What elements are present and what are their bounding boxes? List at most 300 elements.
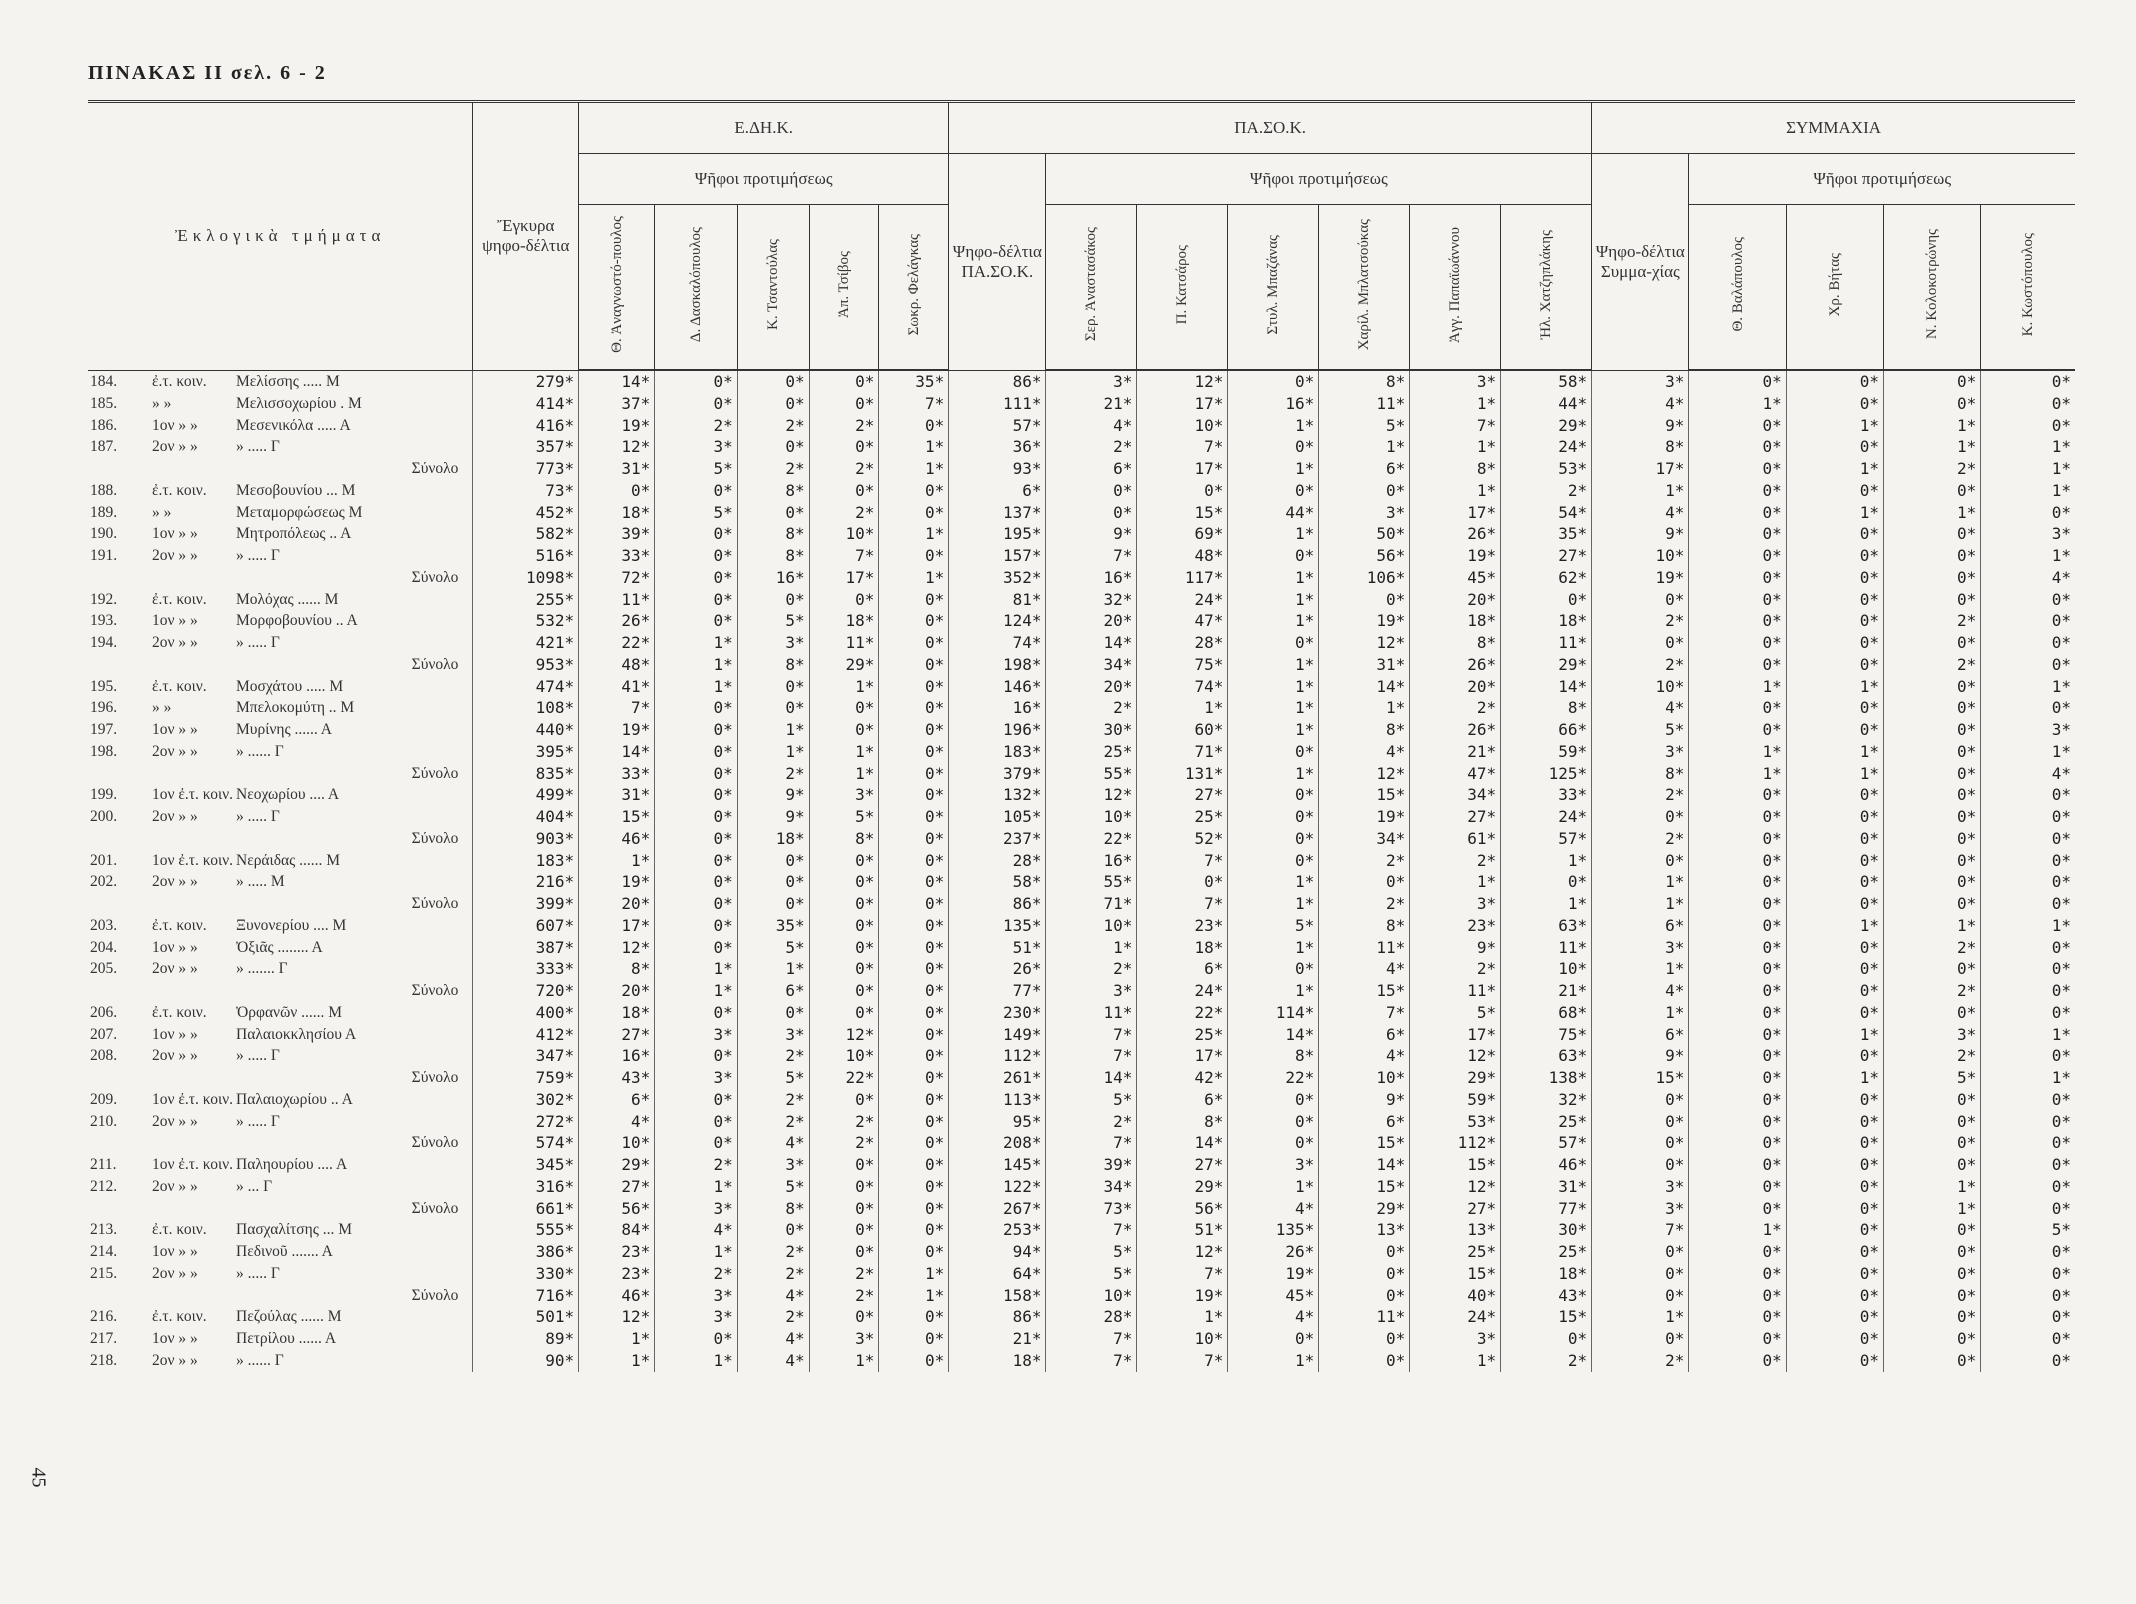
header-symmaxia-preference: Ψῆφοι προτιμήσεως xyxy=(1689,154,2075,205)
cell-value: 19* xyxy=(579,871,655,893)
row-prefix: 1ον » » xyxy=(152,416,198,434)
cell-value: 1* xyxy=(1689,393,1786,415)
cell-value: 122* xyxy=(949,1176,1046,1198)
cell-value: 0* xyxy=(1689,1328,1786,1350)
cell-value: 58* xyxy=(949,871,1046,893)
row-label xyxy=(88,980,473,1002)
cell-value: 7* xyxy=(1137,1263,1228,1285)
cell-value: 19* xyxy=(1137,1285,1228,1307)
cell-value: 22* xyxy=(1228,1067,1319,1089)
cell-value: 0* xyxy=(1883,719,1980,741)
cell-value: 24* xyxy=(1137,589,1228,611)
cell-value: 0* xyxy=(1689,980,1786,1002)
total-row xyxy=(88,1132,2075,1154)
cell-value: 0* xyxy=(1883,523,1980,545)
cell-value: 0* xyxy=(1786,523,1883,545)
cell-value: 0* xyxy=(1228,436,1319,458)
cell-value: 0* xyxy=(1228,828,1319,850)
cell-value: 0* xyxy=(655,1002,737,1024)
cell-value: 15* xyxy=(1319,1176,1410,1198)
row-prefix: 1ον ἐ.τ. κοιν. xyxy=(152,1156,234,1173)
cell-value: 3* xyxy=(1883,1024,1980,1046)
header-party-edik: Ε.ΔΗ.Κ. xyxy=(579,102,949,154)
row-number: 187. xyxy=(90,438,118,456)
cell-value: 0* xyxy=(809,980,879,1002)
cell-value: 5* xyxy=(737,610,809,632)
cell-value: 117* xyxy=(1137,567,1228,589)
total-label: Σύνολο xyxy=(411,1134,459,1152)
cell-value: 0* xyxy=(1981,1154,2075,1176)
header-candidate: Ν. Κολοκοτρώνης xyxy=(1883,205,1980,371)
cell-value: 0* xyxy=(1786,958,1883,980)
cell-value: 0* xyxy=(1786,370,1883,393)
cell-value: 0* xyxy=(809,937,879,959)
cell-value: 0* xyxy=(1883,632,1980,654)
row-prefix: 2ον » » xyxy=(152,808,198,825)
row-label xyxy=(88,654,473,676)
row-number: 185. xyxy=(90,394,118,412)
cell-value: 7* xyxy=(1137,436,1228,458)
cell-value: 0* xyxy=(1786,850,1883,872)
row-name: Νεράιδας ...... Μ xyxy=(236,851,341,869)
cell-value: 0* xyxy=(737,1002,809,1024)
cell-value: 27* xyxy=(1137,1154,1228,1176)
cell-value: 0* xyxy=(1228,850,1319,872)
cell-value: 69* xyxy=(1137,523,1228,545)
cell-value: 4* xyxy=(1981,763,2075,785)
row-number: 194. xyxy=(90,634,118,651)
cell-value: 3* xyxy=(655,1067,737,1089)
cell-value: 19* xyxy=(1319,610,1410,632)
cell-value: 16* xyxy=(949,697,1046,719)
cell-value: 0* xyxy=(1981,958,2075,980)
row-prefix: ἐ.τ. κοιν. xyxy=(152,590,207,608)
cell-value: 2* xyxy=(1592,654,1689,676)
cell-value: 11* xyxy=(1319,1306,1410,1328)
cell-value: 903* xyxy=(473,828,579,850)
cell-value: 145* xyxy=(949,1154,1046,1176)
cell-value: 34* xyxy=(1046,654,1137,676)
total-label: Σύνολο xyxy=(411,764,459,782)
cell-value: 6* xyxy=(1046,458,1137,480)
cell-value: 7* xyxy=(1046,545,1137,567)
row-number: 212. xyxy=(90,1177,118,1195)
cell-value: 2* xyxy=(1883,1045,1980,1067)
cell-value: 9* xyxy=(737,784,809,806)
cell-value: 14* xyxy=(1228,1024,1319,1046)
cell-value: 27* xyxy=(1410,1198,1501,1220)
row-prefix: 2ον » » xyxy=(152,873,198,891)
row-name: » ..... Γ xyxy=(236,438,280,456)
total-row xyxy=(88,1198,2075,1220)
cell-value: 22* xyxy=(1137,1002,1228,1024)
cell-value: 9* xyxy=(1592,1045,1689,1067)
cell-value: 2* xyxy=(809,1263,879,1285)
cell-value: 0* xyxy=(809,370,879,393)
cell-value: 0* xyxy=(1592,632,1689,654)
row-name: Μοσχάτου ..... Μ xyxy=(236,677,344,695)
cell-value: 1098* xyxy=(473,567,579,589)
cell-value: 14* xyxy=(579,370,655,393)
cell-value: 0* xyxy=(1689,480,1786,502)
cell-value: 7* xyxy=(1046,1350,1137,1372)
table-row xyxy=(88,741,2075,763)
cell-value: 0* xyxy=(1592,589,1689,611)
cell-value: 0* xyxy=(1883,1241,1980,1263)
cell-value: 0* xyxy=(809,958,879,980)
cell-value: 158* xyxy=(949,1285,1046,1307)
cell-value: 0* xyxy=(879,502,949,524)
cell-value: 1* xyxy=(1981,1067,2075,1089)
cell-value: 7* xyxy=(1410,415,1501,437)
cell-value: 1* xyxy=(1689,741,1786,763)
cell-value: 7* xyxy=(1046,1132,1137,1154)
cell-value: 0* xyxy=(1981,1089,2075,1111)
cell-value: 3* xyxy=(809,784,879,806)
cell-value: 0* xyxy=(655,784,737,806)
row-label xyxy=(88,871,473,893)
cell-value: 399* xyxy=(473,893,579,915)
row-number: 184. xyxy=(90,372,118,390)
cell-value: 0* xyxy=(1981,610,2075,632)
cell-value: 0* xyxy=(1786,589,1883,611)
cell-value: 661* xyxy=(473,1198,579,1220)
cell-value: 112* xyxy=(949,1045,1046,1067)
cell-value: 0* xyxy=(579,480,655,502)
row-name: » ...... Γ xyxy=(236,1351,284,1369)
row-name: » ..... Γ xyxy=(236,547,280,564)
row-name: Πετρίλου ...... Α xyxy=(236,1330,337,1347)
cell-value: 0* xyxy=(879,958,949,980)
cell-value: 25* xyxy=(1501,1241,1592,1263)
row-prefix: 2ον » » xyxy=(152,547,198,564)
total-row xyxy=(88,893,2075,915)
cell-value: 7* xyxy=(809,545,879,567)
cell-value: 0* xyxy=(655,1045,737,1067)
cell-value: 0* xyxy=(1689,1176,1786,1198)
cell-value: 1* xyxy=(1786,502,1883,524)
cell-value: 0* xyxy=(1689,632,1786,654)
cell-value: 0* xyxy=(1981,937,2075,959)
cell-value: 0* xyxy=(1883,589,1980,611)
cell-value: 1* xyxy=(1981,915,2075,937)
cell-value: 3* xyxy=(1592,937,1689,959)
cell-value: 0* xyxy=(1228,1132,1319,1154)
cell-value: 48* xyxy=(1137,545,1228,567)
cell-value: 6* xyxy=(1137,1089,1228,1111)
row-number: 195. xyxy=(90,677,118,695)
cell-value: 0* xyxy=(1981,1285,2075,1307)
cell-value: 125* xyxy=(1501,763,1592,785)
table-row xyxy=(88,480,2075,502)
cell-value: 4* xyxy=(1981,567,2075,589)
row-prefix: » » xyxy=(152,699,172,717)
cell-value: 1* xyxy=(1228,937,1319,959)
cell-value: 149* xyxy=(949,1024,1046,1046)
cell-value: 6* xyxy=(1592,1024,1689,1046)
cell-value: 12* xyxy=(579,1306,655,1328)
cell-value: 0* xyxy=(655,589,737,611)
cell-value: 2* xyxy=(809,1285,879,1307)
cell-value: 26* xyxy=(1410,523,1501,545)
cell-value: 124* xyxy=(949,610,1046,632)
row-name: Παλαιοχωρίου .. Α xyxy=(236,1090,353,1108)
cell-value: 68* xyxy=(1501,1002,1592,1024)
total-label: Σύνολο xyxy=(411,460,459,477)
cell-value: 387* xyxy=(473,937,579,959)
cell-value: 26* xyxy=(949,958,1046,980)
cell-value: 0* xyxy=(1883,741,1980,763)
cell-value: 8* xyxy=(1319,719,1410,741)
row-prefix: ἐ.τ. κοιν. xyxy=(152,372,207,390)
cell-value: 0* xyxy=(1883,1111,1980,1133)
cell-value: 77* xyxy=(1501,1198,1592,1220)
cell-value: 111* xyxy=(949,393,1046,415)
cell-value: 0* xyxy=(655,393,737,415)
cell-value: 1* xyxy=(1228,523,1319,545)
cell-value: 0* xyxy=(1981,1002,2075,1024)
cell-value: 0* xyxy=(1501,1328,1592,1350)
cell-value: 31* xyxy=(579,458,655,480)
cell-value: 0* xyxy=(1786,1089,1883,1111)
cell-value: 0* xyxy=(1228,958,1319,980)
header-candidate: Κ. Κωστόπουλος xyxy=(1981,205,2075,371)
cell-value: 1* xyxy=(1981,545,2075,567)
cell-value: 0* xyxy=(1689,436,1786,458)
cell-value: 0* xyxy=(737,436,809,458)
row-label xyxy=(88,567,473,589)
cell-value: 0* xyxy=(1981,589,2075,611)
cell-value: 10* xyxy=(1046,915,1137,937)
cell-value: 1* xyxy=(879,1263,949,1285)
cell-value: 452* xyxy=(473,502,579,524)
cell-value: 0* xyxy=(1689,893,1786,915)
row-label xyxy=(88,1198,473,1220)
cell-value: 582* xyxy=(473,523,579,545)
cell-value: 2* xyxy=(1319,850,1410,872)
cell-value: 2* xyxy=(737,458,809,480)
row-prefix: ἐ.τ. κοιν. xyxy=(152,916,207,934)
cell-value: 0* xyxy=(1228,741,1319,763)
cell-value: 0* xyxy=(1689,502,1786,524)
cell-value: 24* xyxy=(1501,436,1592,458)
cell-value: 2* xyxy=(1592,828,1689,850)
cell-value: 1* xyxy=(879,567,949,589)
cell-value: 0* xyxy=(655,828,737,850)
row-prefix: ἐ.τ. κοιν. xyxy=(152,677,207,695)
cell-value: 53* xyxy=(1410,1111,1501,1133)
cell-value: 1* xyxy=(1228,763,1319,785)
row-label xyxy=(88,958,473,980)
cell-value: 0* xyxy=(655,523,737,545)
cell-value: 0* xyxy=(1786,806,1883,828)
header-candidate: Κ. Τσαντούλας xyxy=(737,205,809,371)
cell-value: 56* xyxy=(1319,545,1410,567)
cell-value: 11* xyxy=(1046,1002,1137,1024)
cell-value: 0* xyxy=(1786,1350,1883,1372)
cell-value: 0* xyxy=(737,676,809,698)
cell-value: 5* xyxy=(1883,1067,1980,1089)
cell-value: 61* xyxy=(1410,828,1501,850)
header-candidate: Ἀπ. Τσίβος xyxy=(809,205,879,371)
cell-value: 1* xyxy=(809,741,879,763)
cell-value: 0* xyxy=(655,480,737,502)
cell-value: 0* xyxy=(1689,523,1786,545)
cell-value: 19* xyxy=(1592,567,1689,589)
cell-value: 395* xyxy=(473,741,579,763)
cell-value: 90* xyxy=(473,1350,579,1372)
cell-value: 0* xyxy=(879,1176,949,1198)
cell-value: 34* xyxy=(1046,1176,1137,1198)
cell-value: 0* xyxy=(1981,1198,2075,1220)
table-row xyxy=(88,871,2075,893)
total-label: Σύνολο xyxy=(411,895,459,912)
cell-value: 0* xyxy=(1689,784,1786,806)
row-prefix: ἐ.τ. κοιν. xyxy=(152,1003,207,1021)
cell-value: 4* xyxy=(1592,697,1689,719)
cell-value: 14* xyxy=(579,741,655,763)
cell-value: 59* xyxy=(1501,741,1592,763)
cell-value: 1* xyxy=(1981,676,2075,698)
cell-value: 35* xyxy=(879,370,949,393)
header-valid-ballots: Ἔγκυρα ψηφο-δέλτια xyxy=(473,102,579,371)
cell-value: 5* xyxy=(809,806,879,828)
table-row xyxy=(88,393,2075,415)
cell-value: 0* xyxy=(1981,632,2075,654)
cell-value: 1* xyxy=(1786,676,1883,698)
cell-value: 16* xyxy=(1046,850,1137,872)
cell-value: 3* xyxy=(655,1306,737,1328)
cell-value: 0* xyxy=(1981,1132,2075,1154)
cell-value: 20* xyxy=(1046,610,1137,632)
cell-value: 0* xyxy=(1981,828,2075,850)
cell-value: 5* xyxy=(1319,415,1410,437)
row-number: 191. xyxy=(90,547,118,564)
cell-value: 62* xyxy=(1501,567,1592,589)
cell-value: 19* xyxy=(1228,1263,1319,1285)
cell-value: 0* xyxy=(809,589,879,611)
cell-value: 574* xyxy=(473,1132,579,1154)
row-prefix: ἐ.τ. κοιν. xyxy=(152,481,207,499)
cell-value: 183* xyxy=(949,741,1046,763)
cell-value: 0* xyxy=(1319,871,1410,893)
cell-value: 0* xyxy=(1228,370,1319,393)
cell-value: 0* xyxy=(737,871,809,893)
cell-value: 2* xyxy=(737,1111,809,1133)
cell-value: 0* xyxy=(1786,871,1883,893)
cell-value: 9* xyxy=(1592,523,1689,545)
cell-value: 2* xyxy=(737,1089,809,1111)
cell-value: 25* xyxy=(1137,1024,1228,1046)
cell-value: 0* xyxy=(1883,1328,1980,1350)
table-row xyxy=(88,370,2075,393)
cell-value: 474* xyxy=(473,676,579,698)
cell-value: 0* xyxy=(1981,850,2075,872)
cell-value: 2* xyxy=(1046,1111,1137,1133)
cell-value: 0* xyxy=(1137,480,1228,502)
cell-value: 93* xyxy=(949,458,1046,480)
cell-value: 15* xyxy=(1137,502,1228,524)
cell-value: 8* xyxy=(1501,697,1592,719)
cell-value: 23* xyxy=(1137,915,1228,937)
table-row xyxy=(88,1024,2075,1046)
cell-value: 137* xyxy=(949,502,1046,524)
cell-value: 0* xyxy=(879,1111,949,1133)
cell-value: 3* xyxy=(809,1328,879,1350)
cell-value: 29* xyxy=(1137,1176,1228,1198)
row-name: Παληουρίου .... Α xyxy=(236,1156,348,1173)
cell-value: 1* xyxy=(1228,415,1319,437)
cell-value: 74* xyxy=(1137,676,1228,698)
cell-value: 26* xyxy=(1410,719,1501,741)
cell-value: 20* xyxy=(579,893,655,915)
row-number: 217. xyxy=(90,1330,118,1347)
cell-value: 0* xyxy=(655,567,737,589)
cell-value: 10* xyxy=(1137,1328,1228,1350)
row-label xyxy=(88,415,473,437)
cell-value: 0* xyxy=(1592,850,1689,872)
results-table xyxy=(88,100,2075,1372)
row-label xyxy=(88,806,473,828)
cell-value: 72* xyxy=(579,567,655,589)
row-prefix: 2ον » » xyxy=(152,960,198,978)
row-name: Νεοχωρίου .... Α xyxy=(236,786,340,804)
cell-value: 2* xyxy=(1883,937,1980,959)
cell-value: 0* xyxy=(879,763,949,785)
cell-value: 1* xyxy=(1501,850,1592,872)
cell-value: 1* xyxy=(1410,1350,1501,1372)
cell-value: 27* xyxy=(579,1176,655,1198)
cell-value: 1* xyxy=(1786,1067,1883,1089)
row-label xyxy=(88,436,473,458)
row-number: 205. xyxy=(90,960,118,978)
cell-value: 29* xyxy=(1501,654,1592,676)
cell-value: 12* xyxy=(1410,1176,1501,1198)
cell-value: 0* xyxy=(809,1306,879,1328)
cell-value: 1* xyxy=(1981,458,2075,480)
row-prefix: 1ον » » xyxy=(152,612,198,630)
cell-value: 0* xyxy=(1689,871,1786,893)
row-label xyxy=(88,784,473,806)
table-row xyxy=(88,1154,2075,1176)
cell-value: 105* xyxy=(949,806,1046,828)
cell-value: 2* xyxy=(809,415,879,437)
row-number: 208. xyxy=(90,1047,118,1065)
row-number: 186. xyxy=(90,416,118,434)
cell-value: 25* xyxy=(1501,1111,1592,1133)
row-name: Μητροπόλεως .. Α xyxy=(236,525,352,543)
cell-value: 108* xyxy=(473,697,579,719)
cell-value: 6* xyxy=(579,1089,655,1111)
cell-value: 6* xyxy=(1319,1111,1410,1133)
cell-value: 759* xyxy=(473,1067,579,1089)
row-label xyxy=(88,1219,473,1241)
cell-value: 0* xyxy=(879,1328,949,1350)
cell-value: 0* xyxy=(1689,415,1786,437)
cell-value: 0* xyxy=(879,1350,949,1372)
cell-value: 386* xyxy=(473,1241,579,1263)
cell-value: 17* xyxy=(1137,458,1228,480)
cell-value: 0* xyxy=(1592,1132,1689,1154)
cell-value: 1* xyxy=(655,1176,737,1198)
header-party-symmaxia: ΣΥΜΜΑΧΙΑ xyxy=(1592,102,2075,154)
cell-value: 8* xyxy=(1228,1045,1319,1067)
cell-value: 18* xyxy=(579,1002,655,1024)
header-candidate: Χαρίλ. Μπλατσούκας xyxy=(1319,205,1410,371)
row-number: 213. xyxy=(90,1221,118,1239)
row-number: 188. xyxy=(90,481,118,499)
cell-value: 71* xyxy=(1046,893,1137,915)
